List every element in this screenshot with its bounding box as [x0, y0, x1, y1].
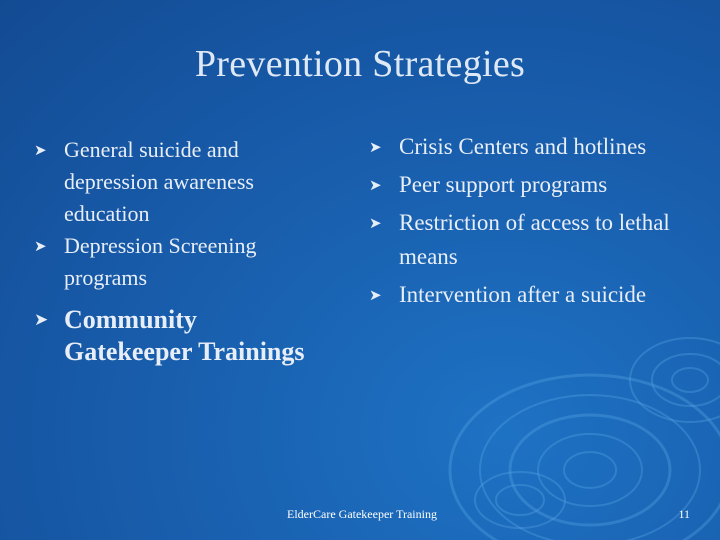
slide-title: Prevention Strategies	[194, 43, 526, 85]
page-number: 11	[678, 507, 690, 521]
left-bullet-list	[34, 134, 324, 368]
list-item	[369, 168, 689, 202]
arrow-bullet-icon: ➤	[34, 237, 47, 255]
list-item-text: Peer support programs	[399, 172, 608, 197]
arrow-bullet-icon: ➤	[34, 141, 47, 159]
list-item-text: Crisis Centers and hotlines	[399, 134, 647, 159]
list-item	[34, 304, 324, 368]
list-item-text: Restriction of access to lethal means	[399, 210, 670, 269]
arrow-bullet-icon: ➤	[369, 286, 382, 304]
arrow-bullet-icon: ➤	[369, 138, 382, 156]
list-item	[34, 134, 324, 230]
right-bullet-list	[369, 130, 689, 316]
arrow-bullet-icon: ➤	[369, 214, 382, 232]
arrow-bullet-icon: ➤	[34, 310, 49, 330]
list-item-text: Community Gatekeeper Trainings	[64, 305, 305, 366]
list-item-text: Intervention after a suicide	[399, 282, 647, 307]
list-item	[369, 130, 689, 164]
footer-text: ElderCare Gatekeeper Training	[287, 507, 437, 521]
arrow-bullet-icon: ➤	[369, 176, 382, 194]
list-item-text: General suicide and depression awareness education	[64, 137, 254, 226]
list-item	[369, 206, 689, 274]
list-item-text: Depression Screening programs	[64, 233, 257, 290]
list-item	[369, 278, 689, 312]
list-item	[34, 230, 324, 294]
